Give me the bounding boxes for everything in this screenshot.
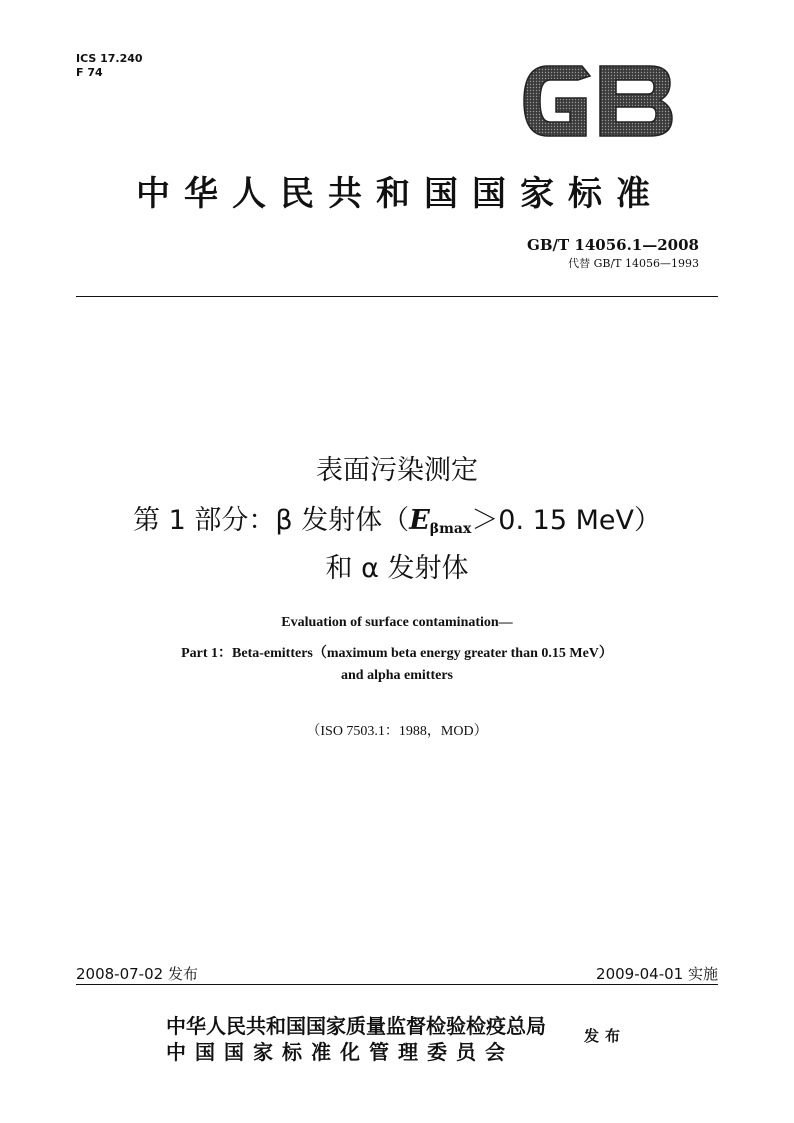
implementation-date: 2009-04-01 实施 <box>596 965 718 983</box>
gb-logo <box>520 62 676 140</box>
bottom-divider <box>76 984 718 985</box>
en-title-line3: and alpha emitters <box>341 668 453 683</box>
classification-codes <box>76 52 143 80</box>
ics-code: ICS 17.240 <box>76 52 143 65</box>
en-title-line1: Evaluation of surface contamination— <box>281 615 513 630</box>
top-divider <box>76 296 718 297</box>
standard-number: GB/T 14056.1—2008 <box>527 236 699 254</box>
cn-title-line2-suffix: ＞0. 15 MeV） <box>471 505 661 536</box>
publish-label: 发布 <box>584 1027 627 1045</box>
replaces-note: 代替 GB/T 14056—1993 <box>568 257 699 270</box>
logo-letter-b <box>600 66 672 136</box>
cn-title-line3: 和 α 发射体 <box>325 553 469 584</box>
issuer-aqsiq: 中华人民共和国国家质量监督检验检疫总局 <box>166 1014 546 1038</box>
national-standard-title: 中华人民共和国国家标准 <box>136 174 664 214</box>
iso-equivalence: （ISO 7503.1：1988，MOD） <box>306 724 488 739</box>
logo-letter-g <box>524 66 590 136</box>
issuer-sac: 中国国家标准化管理委员会 <box>166 1040 514 1064</box>
cn-title-line1: 表面污染测定 <box>316 455 478 486</box>
cn-title-line2 <box>0 498 794 537</box>
cn-title-line2-prefix: 第 1 部分：β 发射体（ <box>133 505 410 536</box>
category-code: F 74 <box>76 66 103 79</box>
en-title-line2: Part 1：Beta-emitters（maximum beta energy greater than 0.15 MeV） <box>181 646 613 661</box>
energy-subscript: βmax <box>429 521 472 537</box>
issue-date: 2008-07-02 发布 <box>76 965 198 983</box>
energy-symbol: E <box>409 505 430 536</box>
